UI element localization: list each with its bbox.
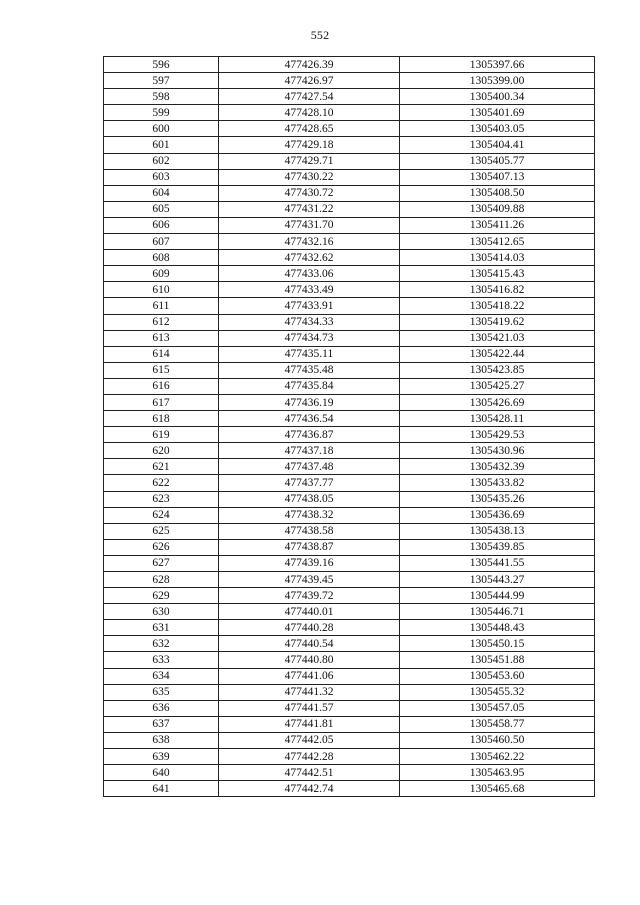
x-coordinate-cell: 477430.72 — [219, 185, 400, 201]
table-row — [104, 781, 595, 797]
y-coordinate-cell: 1305457.05 — [400, 700, 595, 716]
x-coordinate-cell: 477433.91 — [219, 298, 400, 314]
y-coordinate-cell: 1305450.15 — [400, 636, 595, 652]
x-coordinate-cell: 477433.49 — [219, 282, 400, 298]
table-row — [104, 555, 595, 571]
point-number-cell: 619 — [104, 427, 219, 443]
point-number-cell: 596 — [104, 57, 219, 73]
x-coordinate-cell: 477441.81 — [219, 716, 400, 732]
point-number-cell: 636 — [104, 700, 219, 716]
table-row — [104, 636, 595, 652]
table-row — [104, 378, 595, 394]
point-number-cell: 616 — [104, 378, 219, 394]
x-coordinate-cell: 477440.01 — [219, 604, 400, 620]
x-coordinate-cell: 477439.72 — [219, 588, 400, 604]
y-coordinate-cell: 1305414.03 — [400, 250, 595, 266]
x-coordinate-cell: 477438.05 — [219, 491, 400, 507]
y-coordinate-cell: 1305401.69 — [400, 105, 595, 121]
y-coordinate-cell: 1305416.82 — [400, 282, 595, 298]
point-number-cell: 623 — [104, 491, 219, 507]
y-coordinate-cell: 1305411.26 — [400, 217, 595, 233]
x-coordinate-cell: 477441.06 — [219, 668, 400, 684]
table-row — [104, 89, 595, 105]
x-coordinate-cell: 477437.18 — [219, 443, 400, 459]
y-coordinate-cell: 1305443.27 — [400, 572, 595, 588]
x-coordinate-cell: 477435.11 — [219, 346, 400, 362]
x-coordinate-cell: 477436.87 — [219, 427, 400, 443]
y-coordinate-cell: 1305407.13 — [400, 169, 595, 185]
table-row — [104, 314, 595, 330]
y-coordinate-cell: 1305435.26 — [400, 491, 595, 507]
table-row — [104, 572, 595, 588]
x-coordinate-cell: 477440.54 — [219, 636, 400, 652]
y-coordinate-cell: 1305465.68 — [400, 781, 595, 797]
table-row — [104, 362, 595, 378]
x-coordinate-cell: 477429.18 — [219, 137, 400, 153]
table-row — [104, 137, 595, 153]
table-row — [104, 394, 595, 410]
x-coordinate-cell: 477442.05 — [219, 732, 400, 748]
y-coordinate-cell: 1305460.50 — [400, 732, 595, 748]
y-coordinate-cell: 1305432.39 — [400, 459, 595, 475]
table-row — [104, 539, 595, 555]
point-number-cell: 604 — [104, 185, 219, 201]
x-coordinate-cell: 477440.28 — [219, 620, 400, 636]
x-coordinate-cell: 477442.74 — [219, 781, 400, 797]
point-number-cell: 624 — [104, 507, 219, 523]
table-row — [104, 105, 595, 121]
table-row — [104, 732, 595, 748]
point-number-cell: 612 — [104, 314, 219, 330]
x-coordinate-cell: 477438.32 — [219, 507, 400, 523]
table-row — [104, 346, 595, 362]
x-coordinate-cell: 477435.48 — [219, 362, 400, 378]
point-number-cell: 626 — [104, 539, 219, 555]
y-coordinate-cell: 1305409.88 — [400, 201, 595, 217]
x-coordinate-cell: 477439.45 — [219, 572, 400, 588]
x-coordinate-cell: 477433.06 — [219, 266, 400, 282]
x-coordinate-cell: 477435.84 — [219, 378, 400, 394]
point-number-cell: 638 — [104, 732, 219, 748]
table-row — [104, 282, 595, 298]
table-row — [104, 153, 595, 169]
x-coordinate-cell: 477426.39 — [219, 57, 400, 73]
point-number-cell: 633 — [104, 652, 219, 668]
x-coordinate-cell: 477438.87 — [219, 539, 400, 555]
point-number-cell: 637 — [104, 716, 219, 732]
y-coordinate-cell: 1305463.95 — [400, 765, 595, 781]
point-number-cell: 640 — [104, 765, 219, 781]
point-number-cell: 597 — [104, 73, 219, 89]
table-row — [104, 185, 595, 201]
table-row — [104, 217, 595, 233]
y-coordinate-cell: 1305423.85 — [400, 362, 595, 378]
y-coordinate-cell: 1305446.71 — [400, 604, 595, 620]
page-number: 552 — [310, 28, 330, 42]
y-coordinate-cell: 1305419.62 — [400, 314, 595, 330]
coordinates-table — [103, 56, 595, 797]
point-number-cell: 620 — [104, 443, 219, 459]
y-coordinate-cell: 1305405.77 — [400, 153, 595, 169]
point-number-cell: 621 — [104, 459, 219, 475]
table-row — [104, 716, 595, 732]
point-number-cell: 608 — [104, 250, 219, 266]
point-number-cell: 603 — [104, 169, 219, 185]
point-number-cell: 630 — [104, 604, 219, 620]
point-number-cell: 611 — [104, 298, 219, 314]
point-number-cell: 632 — [104, 636, 219, 652]
point-number-cell: 641 — [104, 781, 219, 797]
x-coordinate-cell: 477426.97 — [219, 73, 400, 89]
y-coordinate-cell: 1305425.27 — [400, 378, 595, 394]
point-number-cell: 639 — [104, 749, 219, 765]
y-coordinate-cell: 1305403.05 — [400, 121, 595, 137]
x-coordinate-cell: 477428.65 — [219, 121, 400, 137]
x-coordinate-cell: 477440.80 — [219, 652, 400, 668]
x-coordinate-cell: 477431.22 — [219, 201, 400, 217]
y-coordinate-cell: 1305428.11 — [400, 411, 595, 427]
x-coordinate-cell: 477438.58 — [219, 523, 400, 539]
table-row — [104, 250, 595, 266]
point-number-cell: 628 — [104, 572, 219, 588]
x-coordinate-cell: 477434.33 — [219, 314, 400, 330]
x-coordinate-cell: 477441.32 — [219, 684, 400, 700]
point-number-cell: 601 — [104, 137, 219, 153]
point-number-cell: 606 — [104, 217, 219, 233]
x-coordinate-cell: 477442.28 — [219, 749, 400, 765]
point-number-cell: 622 — [104, 475, 219, 491]
y-coordinate-cell: 1305444.99 — [400, 588, 595, 604]
point-number-cell: 618 — [104, 411, 219, 427]
table-row — [104, 73, 595, 89]
y-coordinate-cell: 1305448.43 — [400, 620, 595, 636]
x-coordinate-cell: 477437.48 — [219, 459, 400, 475]
point-number-cell: 634 — [104, 668, 219, 684]
y-coordinate-cell: 1305415.43 — [400, 266, 595, 282]
y-coordinate-cell: 1305412.65 — [400, 234, 595, 250]
point-number-cell: 607 — [104, 234, 219, 250]
table-row — [104, 443, 595, 459]
table-row — [104, 604, 595, 620]
point-number-cell: 609 — [104, 266, 219, 282]
point-number-cell: 602 — [104, 153, 219, 169]
table-row — [104, 201, 595, 217]
table-row — [104, 668, 595, 684]
x-coordinate-cell: 477442.51 — [219, 765, 400, 781]
table-row — [104, 749, 595, 765]
table-row — [104, 57, 595, 73]
y-coordinate-cell: 1305421.03 — [400, 330, 595, 346]
y-coordinate-cell: 1305455.32 — [400, 684, 595, 700]
table-row — [104, 700, 595, 716]
table-row — [104, 588, 595, 604]
x-coordinate-cell: 477427.54 — [219, 89, 400, 105]
y-coordinate-cell: 1305399.00 — [400, 73, 595, 89]
y-coordinate-cell: 1305429.53 — [400, 427, 595, 443]
table-row — [104, 459, 595, 475]
x-coordinate-cell: 477432.62 — [219, 250, 400, 266]
x-coordinate-cell: 477431.70 — [219, 217, 400, 233]
y-coordinate-cell: 1305426.69 — [400, 394, 595, 410]
point-number-cell: 629 — [104, 588, 219, 604]
x-coordinate-cell: 477441.57 — [219, 700, 400, 716]
table-row — [104, 266, 595, 282]
table-row — [104, 491, 595, 507]
y-coordinate-cell: 1305439.85 — [400, 539, 595, 555]
table-row — [104, 121, 595, 137]
table-row — [104, 169, 595, 185]
point-number-cell: 615 — [104, 362, 219, 378]
y-coordinate-cell: 1305438.13 — [400, 523, 595, 539]
point-number-cell: 600 — [104, 121, 219, 137]
y-coordinate-cell: 1305436.69 — [400, 507, 595, 523]
y-coordinate-cell: 1305397.66 — [400, 57, 595, 73]
point-number-cell: 605 — [104, 201, 219, 217]
y-coordinate-cell: 1305408.50 — [400, 185, 595, 201]
y-coordinate-cell: 1305422.44 — [400, 346, 595, 362]
y-coordinate-cell: 1305404.41 — [400, 137, 595, 153]
table-row — [104, 684, 595, 700]
x-coordinate-cell: 477437.77 — [219, 475, 400, 491]
point-number-cell: 625 — [104, 523, 219, 539]
table-row — [104, 330, 595, 346]
point-number-cell: 614 — [104, 346, 219, 362]
y-coordinate-cell: 1305430.96 — [400, 443, 595, 459]
point-number-cell: 617 — [104, 394, 219, 410]
table-row — [104, 427, 595, 443]
point-number-cell: 631 — [104, 620, 219, 636]
x-coordinate-cell: 477429.71 — [219, 153, 400, 169]
y-coordinate-cell: 1305418.22 — [400, 298, 595, 314]
point-number-cell: 635 — [104, 684, 219, 700]
y-coordinate-cell: 1305462.22 — [400, 749, 595, 765]
point-number-cell: 598 — [104, 89, 219, 105]
point-number-cell: 613 — [104, 330, 219, 346]
x-coordinate-cell: 477428.10 — [219, 105, 400, 121]
y-coordinate-cell: 1305433.82 — [400, 475, 595, 491]
table-row — [104, 652, 595, 668]
y-coordinate-cell: 1305453.60 — [400, 668, 595, 684]
table-row — [104, 475, 595, 491]
table-row — [104, 411, 595, 427]
x-coordinate-cell: 477432.16 — [219, 234, 400, 250]
coordinates-table-body — [104, 57, 595, 797]
point-number-cell: 599 — [104, 105, 219, 121]
y-coordinate-cell: 1305400.34 — [400, 89, 595, 105]
x-coordinate-cell: 477436.54 — [219, 411, 400, 427]
x-coordinate-cell: 477430.22 — [219, 169, 400, 185]
x-coordinate-cell: 477436.19 — [219, 394, 400, 410]
table-row — [104, 765, 595, 781]
y-coordinate-cell: 1305458.77 — [400, 716, 595, 732]
y-coordinate-cell: 1305441.55 — [400, 555, 595, 571]
x-coordinate-cell: 477439.16 — [219, 555, 400, 571]
x-coordinate-cell: 477434.73 — [219, 330, 400, 346]
table-row — [104, 620, 595, 636]
table-row — [104, 298, 595, 314]
point-number-cell: 627 — [104, 555, 219, 571]
table-row — [104, 507, 595, 523]
table-row — [104, 523, 595, 539]
table-row — [104, 234, 595, 250]
y-coordinate-cell: 1305451.88 — [400, 652, 595, 668]
point-number-cell: 610 — [104, 282, 219, 298]
